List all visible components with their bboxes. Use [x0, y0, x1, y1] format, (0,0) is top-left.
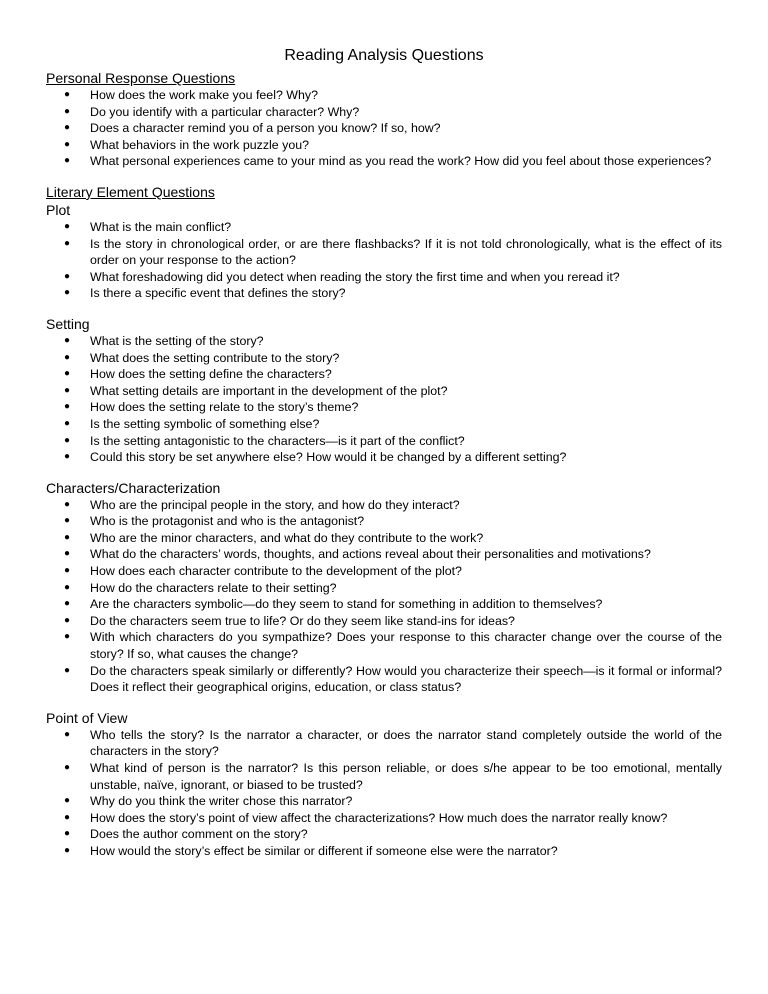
- bullet-icon: ●: [63, 531, 71, 543]
- list-item: ● What do the characters’ words, thoughts, and actions reveal about their personalities and motivations?: [63, 547, 651, 562]
- question-list-characters: [46, 497, 722, 696]
- bullet-icon: ●: [63, 828, 71, 840]
- bullet-icon: ●: [63, 351, 71, 363]
- question-list-setting: [46, 333, 722, 466]
- bullet-icon: ●: [63, 270, 71, 282]
- bullet-icon: ●: [63, 614, 71, 626]
- list-item: ● What setting details are important in the development of the plot?: [63, 383, 448, 398]
- list-item: ● Who is the protagonist and who is the antagonist?: [63, 514, 365, 529]
- bullet-icon: ●: [63, 237, 71, 249]
- list-item: ● What foreshadowing did you detect when reading the story the first time and when you reread it?: [63, 269, 620, 284]
- list-item: ● Who tells the story? Is the narrator a character, or does the narrator stand completely outside the world of the characters in the story?: [63, 727, 722, 759]
- list-item: ● What is the setting of the story?: [63, 333, 264, 348]
- list-item: ● How would the story’s effect be similar or different if someone else were the narrator?: [63, 843, 558, 858]
- list-item: ● What does the setting contribute to the story?: [63, 350, 340, 365]
- list-item: ● How does the setting define the characters?: [63, 367, 332, 382]
- bullet-icon: ●: [63, 548, 71, 560]
- subheading-plot: Plot: [46, 201, 71, 218]
- bullet-icon: ●: [63, 220, 71, 232]
- bullet-icon: ●: [63, 368, 71, 380]
- list-item: ● Who are the principal people in the story, and how do they interact?: [63, 497, 460, 512]
- list-item: ● How does the setting relate to the story’s theme?: [63, 400, 359, 415]
- bullet-icon: ●: [63, 384, 71, 396]
- list-item: ● How does the work make you feel? Why?: [63, 88, 318, 102]
- bullet-icon: ●: [63, 515, 71, 527]
- bullet-icon: ●: [63, 401, 71, 413]
- bullet-icon: ●: [63, 105, 71, 117]
- subheading-setting: Setting: [46, 315, 90, 332]
- bullet-icon: ●: [63, 762, 71, 773]
- section-heading-personal-response: Personal Response Questions: [46, 70, 236, 86]
- list-item: ● What personal experiences came to your mind as you read the work? How did you feel about those experiences?: [63, 154, 712, 169]
- list-item: ● Is the story in chronological order, or are there flashbacks? If it is not told chronologically, what is the effect of its order on your response to the action?: [63, 236, 722, 268]
- list-item: ● What is the main conflict?: [63, 219, 232, 234]
- bullet-icon: ●: [63, 565, 71, 577]
- bullet-icon: ●: [63, 581, 71, 593]
- list-item: ● Are the characters symbolic—do they seem to stand for something in addition to themselves?: [63, 597, 603, 612]
- list-item: ● How does each character contribute to the development of the plot?: [63, 564, 462, 579]
- question-list-plot: [46, 219, 722, 302]
- list-item: ● Could this story be set anywhere else? How would it be changed by a different setting?: [63, 450, 567, 465]
- bullet-icon: ●: [63, 417, 71, 429]
- section-heading-literary-element: Literary Element Questions: [46, 183, 215, 200]
- bullet-icon: ●: [63, 155, 71, 167]
- bullet-icon: ●: [63, 434, 71, 446]
- list-item: ● Do the characters seem true to life? Or do they seem like stand-ins for ideas?: [63, 613, 515, 628]
- bullet-icon: ●: [63, 287, 71, 299]
- list-item: ● What kind of person is the narrator? Is this person reliable, or does s/he appear to be too emotional, mentally unstable, naïve, ignorant, or biased to be trusted?: [63, 761, 722, 792]
- bullet-icon: ●: [63, 795, 71, 807]
- bullet-icon: ●: [63, 664, 71, 676]
- list-item: ● How does the story’s point of view affect the characterizations? How much does the narrator really know?: [63, 810, 668, 825]
- bullet-icon: ●: [63, 598, 71, 610]
- document: [46, 46, 722, 860]
- list-item: ● Does the author comment on the story?: [63, 827, 308, 842]
- list-item: ● Do you identify with a particular character? Why?: [63, 104, 360, 119]
- list-item: ● Do the characters speak similarly or differently? How would you characterize their speech—is it formal or informal? Does it reflect their geographical origins, education, or class status?: [63, 663, 722, 695]
- bullet-icon: ●: [63, 844, 71, 856]
- bullet-icon: ●: [63, 334, 71, 346]
- bullet-icon: ●: [63, 138, 71, 150]
- subheading-characters: Characters/Characterization: [46, 479, 221, 496]
- bullet-icon: ●: [63, 498, 71, 510]
- bullet-icon: ●: [63, 122, 71, 134]
- list-item: ● Why do you think the writer chose this narrator?: [63, 794, 353, 809]
- page-title: Reading Analysis Questions: [284, 47, 484, 64]
- list-item: ● Is the setting antagonistic to the characters—is it part of the conflict?: [63, 433, 465, 448]
- list-item: ● Does a character remind you of a person you know? If so, how?: [63, 121, 441, 136]
- list-item: ● Is the setting symbolic of something else?: [63, 416, 320, 431]
- question-list-point-of-view: [46, 727, 722, 860]
- list-item: ● Is there a specific event that defines the story?: [63, 286, 346, 301]
- bullet-icon: ●: [63, 811, 71, 823]
- list-item: ● What behaviors in the work puzzle you?: [63, 137, 310, 152]
- list-item: ● How do the characters relate to their setting?: [63, 580, 337, 595]
- list-item: ● Who are the minor characters, and what do they contribute to the work?: [63, 530, 484, 545]
- question-list-personal-response: [46, 87, 722, 170]
- bullet-icon: ●: [63, 728, 71, 740]
- list-item: ● With which characters do you sympathize? Does your response to this character change over the course of the story? If so, what causes the change?: [63, 630, 722, 662]
- bullet-icon: ●: [63, 631, 71, 643]
- bullet-icon: ●: [63, 89, 71, 100]
- bullet-icon: ●: [63, 451, 71, 463]
- subheading-point-of-view: Point of View: [46, 709, 128, 726]
